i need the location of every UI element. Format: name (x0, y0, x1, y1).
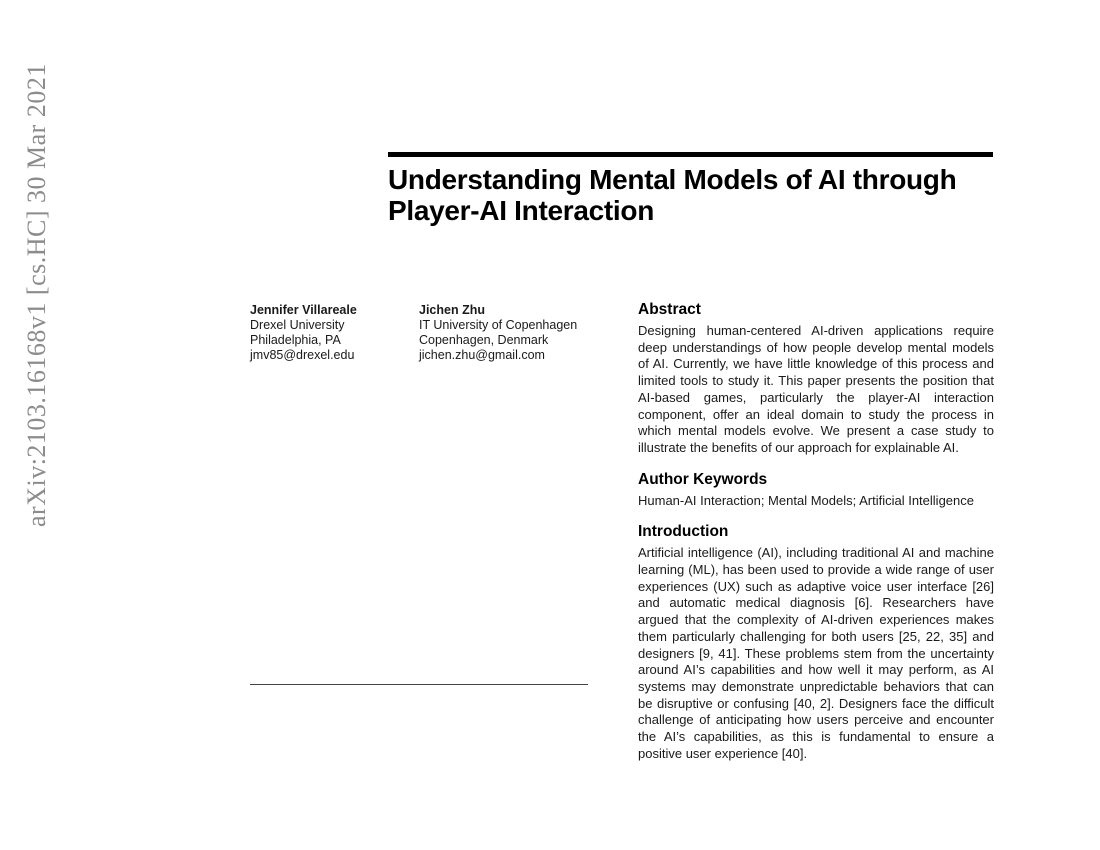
section-author-keywords (638, 471, 994, 510)
title-rule (388, 152, 993, 157)
author-name: Jennifer Villareale (250, 303, 357, 317)
section-heading: Author Keywords (638, 470, 768, 488)
section-heading: Introduction (638, 523, 729, 541)
author-location: Philadelphia, PA (250, 333, 341, 347)
paper-title (388, 164, 988, 226)
arxiv-watermark: arXiv:2103.16168v1 [cs.HC] 30 Mar 2021 (22, 63, 51, 527)
author-name: Jichen Zhu (419, 303, 485, 317)
section-body: Artificial intelligence (AI), including traditional AI and machine learning (ML), has been used to provide a wide range of user experiences (UX) such as adaptive voice user interface [26] and automatic medical diagnosis [6]. Researchers have argued that the complexity of AI-driven experiences makes them particularly challenging for both users [25, 22, 35] and designers [9, 41]. These problems stem from the uncertainty around AI’s capabilities and how well it may perform, as AI systems may demonstrate unpredictable behaviors that can be disruptive or confusing [40, 2]. Designers face the difficult challenge of anticipating how users perceive and encounter the AI’s capabilities, as this is fundamental to ensure a positive user experience [40]. (638, 545, 994, 761)
author-block-1 (250, 303, 415, 363)
section-introduction (638, 523, 994, 762)
paper-title-line-2: Player-AI Interaction (388, 195, 655, 226)
author-affiliation: Drexel University (250, 318, 345, 332)
section-body: Human-AI Interaction; Mental Models; Artificial Intelligence (638, 492, 974, 508)
paper-title-line-1: Understanding Mental Models of AI through (388, 164, 957, 195)
author-location: Copenhagen, Denmark (419, 333, 549, 347)
author-email: jmv85@drexel.edu (250, 348, 355, 362)
section-abstract (638, 301, 994, 457)
author-block-2 (419, 303, 629, 363)
footnote-rule (250, 684, 588, 685)
main-text-column (638, 301, 994, 762)
author-email: jichen.zhu@gmail.com (419, 348, 545, 362)
author-affiliation: IT University of Copenhagen (419, 318, 578, 332)
section-heading: Abstract (638, 301, 701, 318)
section-body: Designing human-centered AI-driven applications require deep understandings of how people develop mental models of AI. Currently, we have little knowledge of this process and limited tools to study it. This paper presents the position that AI-based games, particularly the player-AI interaction component, offer an ideal domain to study the process in which mental models evolve. We present a case study to illustrate the benefits of our approach for explainable AI. (638, 323, 994, 455)
